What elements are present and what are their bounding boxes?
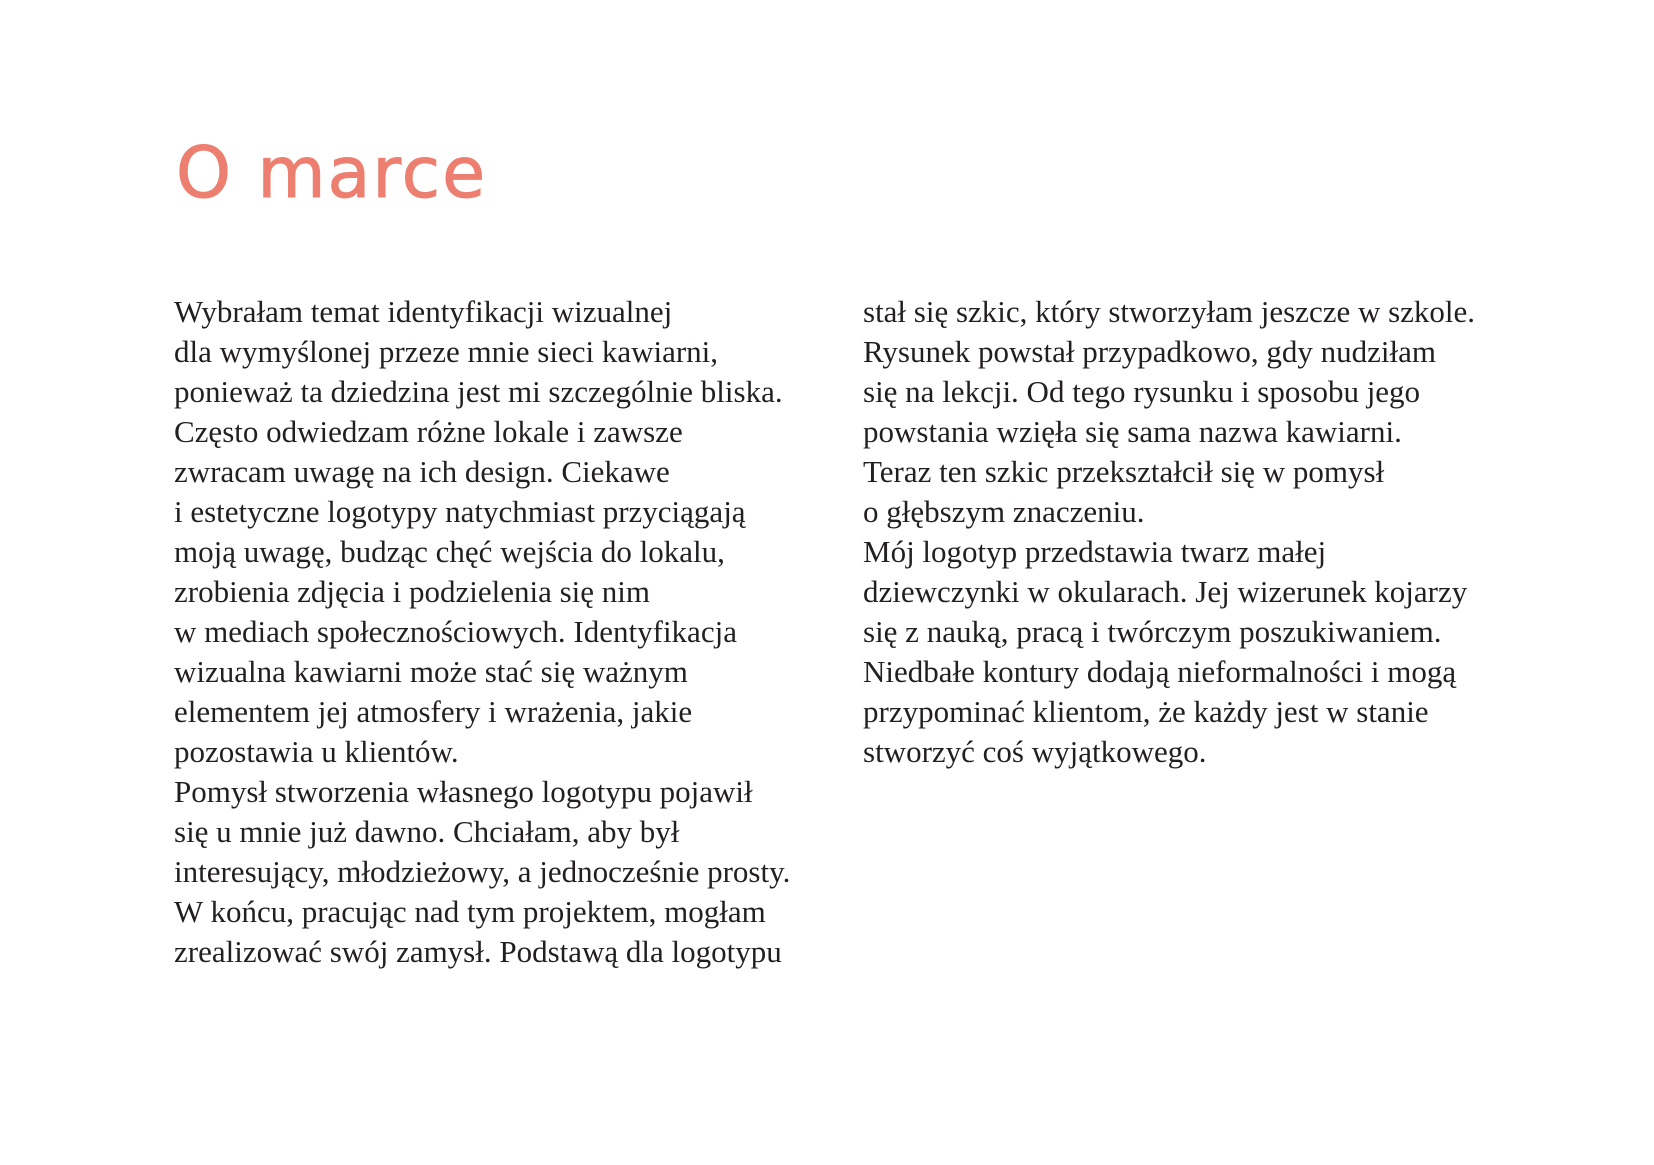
paragraph-line: ponieważ ta dziedzina jest mi szczególnie bliska. bbox=[174, 374, 783, 409]
paragraph-line: w mediach społecznościowych. Identyfikacja bbox=[174, 614, 737, 649]
text-column-left bbox=[174, 292, 854, 972]
paragraph-line: dziewczynki w okularach. Jej wizerunek kojarzy bbox=[863, 574, 1468, 609]
paragraph-line: Pomysł stworzenia własnego logotypu pojawił bbox=[174, 774, 753, 809]
paragraph-line: zrobienia zdjęcia i podzielenia się nim bbox=[174, 574, 650, 609]
paragraph-line: zrealizować swój zamysł. Podstawą dla logotypu bbox=[174, 934, 782, 969]
paragraph-line: wizualna kawiarni może stać się ważnym bbox=[174, 654, 688, 689]
paragraph-line: Teraz ten szkic przekształcił się w pomysł bbox=[863, 454, 1385, 489]
paragraph-line: się z nauką, pracą i twórczym poszukiwaniem. bbox=[863, 614, 1442, 649]
page-title: O marce bbox=[176, 132, 488, 214]
paragraph-line: się u mnie już dawno. Chciałam, aby był bbox=[174, 814, 680, 849]
paragraph-line: i estetyczne logotypy natychmiast przyciągają bbox=[174, 494, 746, 529]
paragraph-line: o głębszym znaczeniu. bbox=[863, 494, 1145, 529]
paragraph-line: Rysunek powstał przypadkowo, gdy nudziłam bbox=[863, 334, 1437, 369]
paragraph-line: się na lekcji. Od tego rysunku i sposobu jego bbox=[863, 374, 1421, 409]
paragraph-line: stał się szkic, który stworzyłam jeszcze w szkole. bbox=[863, 294, 1476, 329]
paragraph-line: moją uwagę, budząc chęć wejścia do lokalu, bbox=[174, 534, 725, 569]
paragraph-line: przypominać klientom, że każdy jest w stanie bbox=[863, 694, 1429, 729]
paragraph-line: dla wymyślonej przeze mnie sieci kawiarni, bbox=[174, 334, 719, 369]
paragraph-line: Mój logotyp przedstawia twarz małej bbox=[863, 534, 1327, 569]
paragraph-line: Wybrałam temat identyfikacji wizualnej bbox=[174, 294, 673, 329]
paragraph-line: Niedbałe kontury dodają nieformalności i mogą bbox=[863, 654, 1457, 689]
paragraph-line: interesujący, młodzieżowy, a jednocześnie prosty. bbox=[174, 854, 791, 889]
text-column-right bbox=[863, 292, 1543, 772]
paragraph-line: elementem jej atmosfery i wrażenia, jakie bbox=[174, 694, 693, 729]
paragraph-line: stworzyć coś wyjątkowego. bbox=[863, 734, 1207, 769]
paragraph-line: Często odwiedzam różne lokale i zawsze bbox=[174, 414, 683, 449]
paragraph-line: pozostawia u klientów. bbox=[174, 734, 459, 769]
paragraph-line: W końcu, pracując nad tym projektem, mogłam bbox=[174, 894, 766, 929]
paragraph-line: powstania wzięła się sama nazwa kawiarni. bbox=[863, 414, 1402, 449]
paragraph-line: zwracam uwagę na ich design. Ciekawe bbox=[174, 454, 670, 489]
